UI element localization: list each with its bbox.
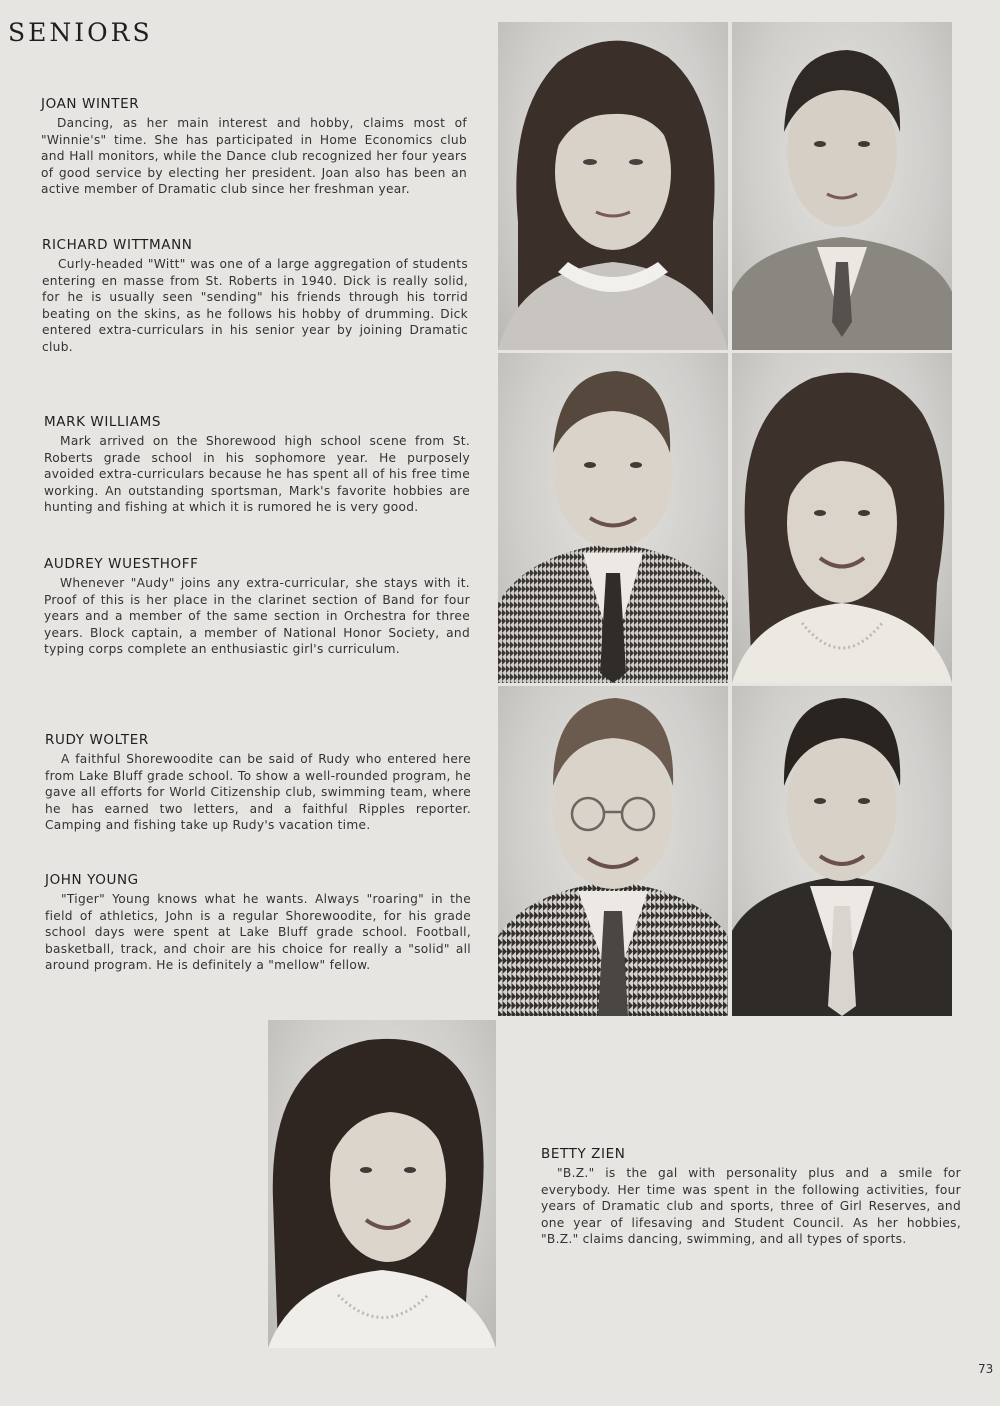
senior-name: BETTY ZIEN <box>541 1146 626 1162</box>
senior-entry-richard-wittmann <box>42 237 468 356</box>
senior-bio: Dancing, as her main interest and hobby, claims most of "Winnie's" time. She has participated in Home Economics club and Hall monitors, while the Dance club recognized her four years of good service by electing her president. Joan also has been an active member of Dramatic club since her freshman year. <box>41 116 467 197</box>
senior-name: RUDY WOLTER <box>45 732 149 748</box>
portrait-john-young <box>732 686 952 1016</box>
senior-bio: "B.Z." is the gal with personality plus and a smile for everybody. Her time was spent in the following activities, four years of Dramatic club and sports, three of Girl Reserves, and one year of lifesaving and Student Council. As her hobbies, "B.Z." claims dancing, swimming, and all types of sports. <box>541 1166 961 1247</box>
portrait-mark-williams <box>498 353 728 683</box>
page-title: SENIORS <box>8 18 153 47</box>
senior-name: MARK WILLIAMS <box>44 414 162 430</box>
portrait-joan-winter <box>498 22 728 350</box>
senior-name: RICHARD WITTMANN <box>42 237 193 253</box>
senior-entry-joan-winter <box>41 96 467 198</box>
portrait-betty-zien <box>268 1020 496 1348</box>
senior-name: JOHN YOUNG <box>45 872 139 888</box>
senior-bio: "Tiger" Young knows what he wants. Always "roaring" in the field of athletics, John is a regular Shorewoodite, for his grade school days were spent at Lake Bluff grade school. Football, basketball, track, and choir are his choice for really a "solid" all around program. He is definitely a "mellow" fellow. <box>45 892 471 973</box>
senior-name: JOAN WINTER <box>41 96 140 112</box>
page-number: 73 <box>978 1362 994 1376</box>
senior-entry-audrey-wuesthoff <box>44 556 470 658</box>
portrait-audrey-wuesthoff <box>732 353 952 683</box>
senior-entry-betty-zien <box>541 1146 961 1248</box>
senior-bio: Curly-headed "Witt" was one of a large aggregation of students entering en masse from St. Roberts in 1940. Dick is really solid, for he is usually seen "sending" his friends through his torrid beating on the skins, as he follows his hobby of drumming. Dick entered extra-curriculars in his senior year by joining Dramatic club. <box>42 257 468 354</box>
senior-name: AUDREY WUESTHOFF <box>44 556 199 572</box>
senior-bio: A faithful Shorewoodite can be said of Rudy who entered here from Lake Bluff grade school. To show a well-rounded program, he gave all efforts for World Citizenship club, swimming team, where he has earned two letters, and a faithful Ripples reporter. Camping and fishing take up Rudy's vacation time. <box>45 752 471 833</box>
senior-entry-rudy-wolter <box>45 732 471 834</box>
portrait-rudy-wolter <box>498 686 728 1016</box>
senior-entry-mark-williams <box>44 414 470 516</box>
portrait-richard-wittmann <box>732 22 952 350</box>
senior-bio: Whenever "Audy" joins any extra-curricular, she stays with it. Proof of this is her place in the clarinet section of Band for four years and a member of the same section in Orchestra for three years. Block captain, a member of National Honor Society, and typing corps complete an enthusiastic girl's curriculum. <box>44 576 470 657</box>
senior-bio: Mark arrived on the Shorewood high school scene from St. Roberts grade school in his sophomore year. He purposely avoided extra-curriculars because he has spent all of his free time working. An outstanding sportsman, Mark's favorite hobbies are hunting and fishing at which it is rumored he is very good. <box>44 434 470 515</box>
senior-entry-john-young <box>45 872 471 974</box>
